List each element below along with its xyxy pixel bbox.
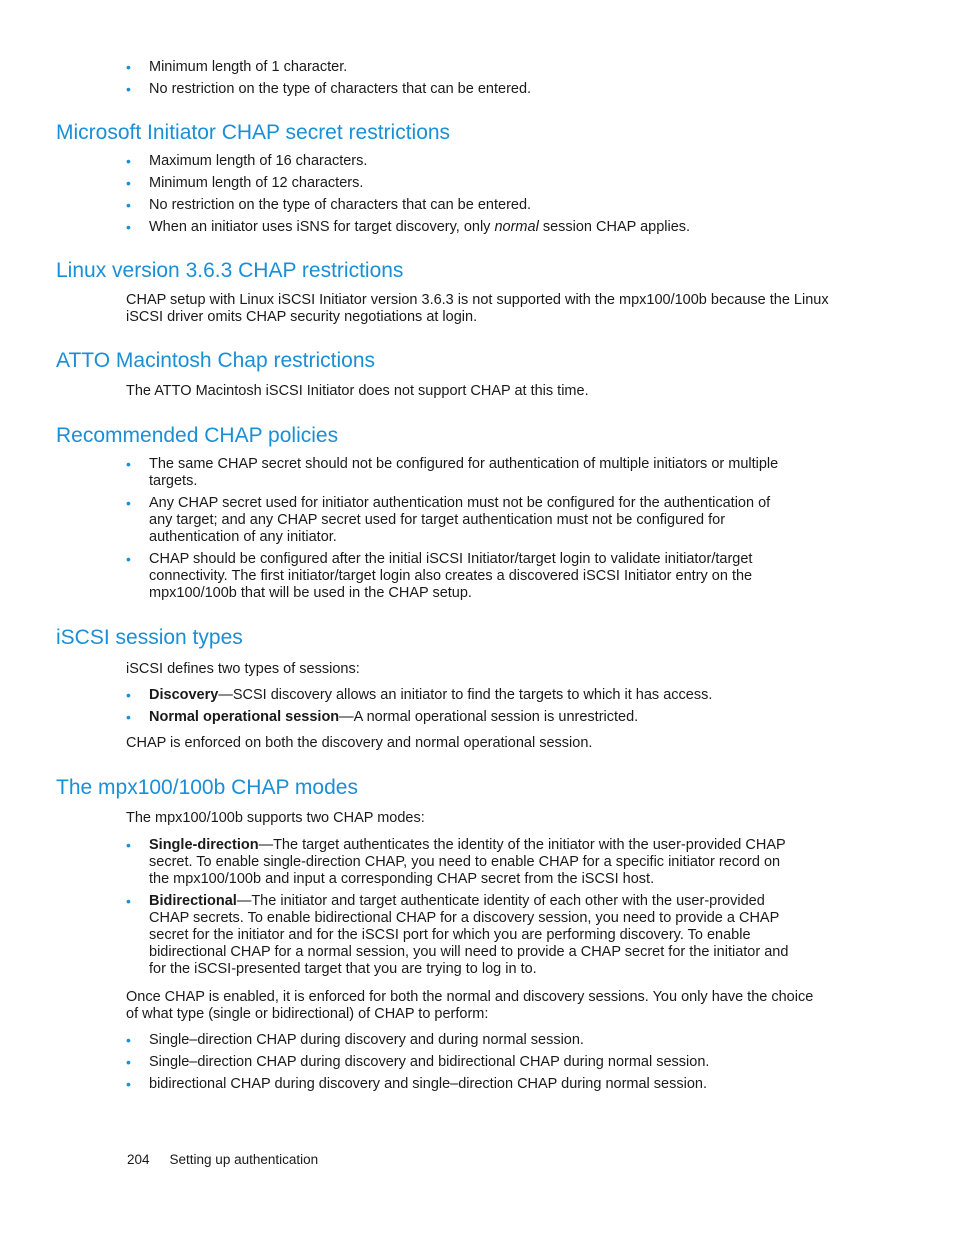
- term-single-direction: Single-direction: [149, 837, 259, 853]
- list-item: [126, 837, 798, 888]
- list-item: • Single–direction CHAP during discovery and bidirectional CHAP during normal session.: [126, 1054, 816, 1071]
- linux-paragraph: CHAP setup with Linux iSCSI Initiator version 3.6.3 is not supported with the mpx100/100b because the Linux iSCSI driver omits CHAP security negotiations at login.: [126, 292, 829, 325]
- term-normal-session: Normal operational session: [149, 709, 340, 725]
- desc-bidirectional: —The initiator and target authenticate identity of each other with the user-provided CHAP secrets. To enable bidirectional CHAP for a discovery session, you need to provide a CHAP secret for the initiator and for the iSCSI port for which you are performing discovery. To enable bidirectional CHAP for a normal session, you will need to provide a CHAP secret for the initiator and for the iSCSI-presented target that you are trying to log in to.: [149, 893, 789, 977]
- isns-text-emphasis: normal: [494, 219, 539, 235]
- isns-text-pre: When an initiator uses iSNS for target discovery, only: [149, 219, 495, 235]
- desc-normal-session: —A normal operational session is unrestricted.: [339, 709, 639, 725]
- list-item: • bidirectional CHAP during discovery and single–direction CHAP during normal session.: [126, 1076, 816, 1093]
- chap-options-list: [126, 1032, 816, 1098]
- list-item: • Single–direction CHAP during discovery and during normal session.: [126, 1032, 816, 1049]
- list-item: • No restriction on the type of characters that can be entered.: [126, 81, 816, 98]
- session-outro: CHAP is enforced on both the discovery and normal operational session.: [126, 735, 593, 751]
- session-types-list: [126, 687, 816, 731]
- list-item: [126, 687, 816, 704]
- term-bidirectional: Bidirectional: [149, 893, 237, 909]
- list-item: • Maximum length of 16 characters.: [126, 153, 816, 170]
- footer-title: Setting up authentication: [169, 1152, 319, 1167]
- term-discovery: Discovery: [149, 687, 219, 703]
- atto-paragraph: The ATTO Macintosh iSCSI Initiator does not support CHAP at this time.: [126, 383, 589, 399]
- list-item: • Minimum length of 12 characters.: [126, 175, 816, 192]
- list-item: • Any CHAP secret used for initiator authentication must not be configured for the authentication of any target; and any CHAP secret used for target authentication must not be configured for authentication of any initiator.: [126, 495, 786, 546]
- list-item: [126, 893, 798, 978]
- section-heading-microsoft: Microsoft Initiator CHAP secret restrictions: [56, 121, 451, 144]
- section-heading-linux: Linux version 3.6.3 CHAP restrictions: [56, 259, 404, 282]
- list-item: • The same CHAP secret should not be configured for authentication of multiple initiators or multiple targets.: [126, 456, 786, 490]
- list-item: • CHAP should be configured after the initial iSCSI Initiator/target login to validate initiator/target connectivity. The first initiator/target login also creates a discovered iSCSI Initiator entry on the mpx100/100b that will be used in the CHAP setup.: [126, 551, 786, 602]
- page-footer: [127, 1151, 318, 1168]
- list-item: [126, 219, 816, 236]
- list-item: [126, 709, 816, 726]
- section-heading-chap-modes: The mpx100/100b CHAP modes: [56, 776, 358, 799]
- page-number: 204: [127, 1152, 150, 1167]
- section-heading-session-types: iSCSI session types: [56, 626, 243, 649]
- enforce-paragraph: Once CHAP is enabled, it is enforced for both the normal and discovery sessions. You only have the choice of what type (single or bidirectional) of CHAP to perform:: [126, 989, 814, 1022]
- desc-single-direction: —The target authenticates the identity of the initiator with the user-provided CHAP secret. To enable single-direction CHAP, you need to enable CHAP for a specific initiator record on the mpx100/100b and input a corresponding CHAP secret from the iSCSI host.: [149, 837, 786, 887]
- list-item: • No restriction on the type of characters that can be entered.: [126, 197, 816, 214]
- section-heading-policies: Recommended CHAP policies: [56, 424, 339, 447]
- desc-discovery: —SCSI discovery allows an initiator to find the targets to which it has access.: [218, 687, 713, 703]
- isns-text-post: session CHAP applies.: [538, 219, 691, 235]
- policies-list: [126, 456, 786, 607]
- session-intro: iSCSI defines two types of sessions:: [126, 661, 360, 677]
- chap-modes-list: [126, 837, 798, 983]
- microsoft-restriction-list: [126, 153, 816, 241]
- modes-intro: The mpx100/100b supports two CHAP modes:: [126, 810, 425, 826]
- section-heading-atto: ATTO Macintosh Chap restrictions: [56, 349, 375, 372]
- character-restriction-list: [126, 59, 816, 103]
- list-item: • Minimum length of 1 character.: [126, 59, 816, 76]
